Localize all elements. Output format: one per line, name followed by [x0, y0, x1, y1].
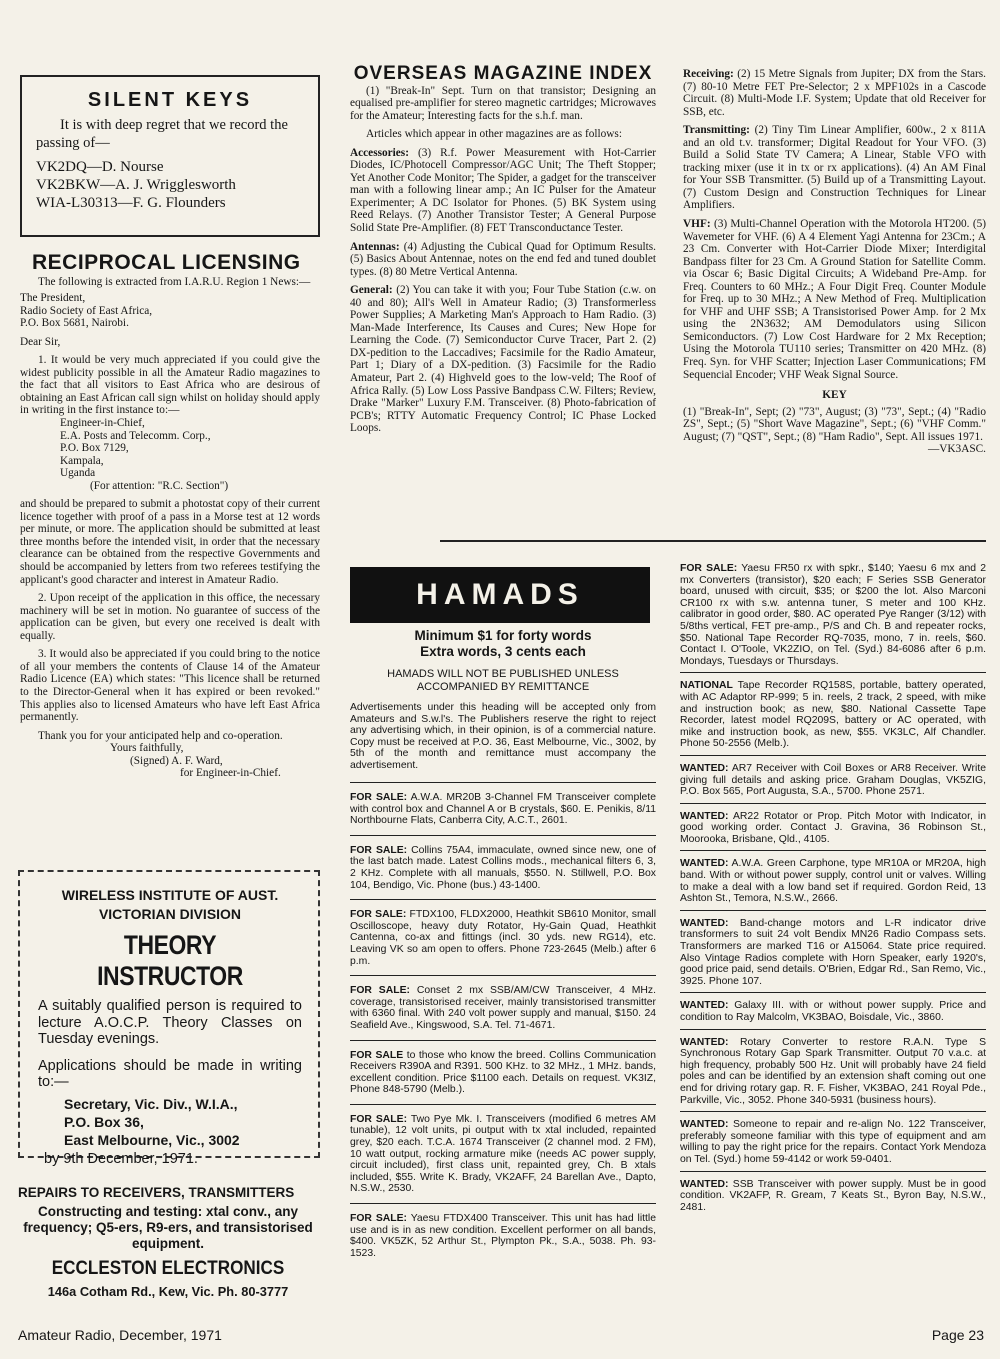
hamads-column-right [680, 563, 986, 1218]
hamads-column-middle [350, 782, 656, 1265]
omi-general: (2) You can take it with you; Four Tube Station (c.w. on 40 and 80); All's Well in Amateur Radio; (3) Transformerless Power Supplies; A Marketing Man's Approach to Ham Radio. (3) Man-Made Interference, Its Causes and Cures; New Hope for Learning the Code. (7) Semiconductor Curve Tracer, Part 2. (2) DX-pedition to the Laccadives; Facsimile for the Radio Amateur, Part 1; Diary of a DX-pedition. (3) Facsimile for the Radio Amateur, Part 2. (4) Highveld goes to the low-veld; The Roof of Africa Rally. (5) Low Loss Passive Bandpass C.W. Filters; Review, Drake "Marker" Luxury F.M. Transceiver. (8) Photo-fabrication of PCB's; RTTY Automatic Frequency Control; IC Phase Locked Loops. [350, 284, 656, 435]
hamad-listing: FOR SALE: A.W.A. MR20B 3-Channel FM Transceiver complete with control box and Channel A or B crystals, $60. E. Penikis, 8/11 Northbourne Flats, Canberra City, A.C.T., 2601. [350, 783, 656, 836]
hamad-listing: WANTED: SSB Transceiver with power supply. Must be in good condition. VK2AFP, R. Gream, 7 Keats St., Byron Bay, N.S.W., 2481. [680, 1178, 986, 1213]
section-divider [440, 540, 986, 542]
hamad-listing: WANTED: A.W.A. Green Carphone, type MR10A or MR20A, high band. With or without power supply, control unit or valves. Willing to make a deal with a low band set if required. Gordon Reid, 13 Ashton St., Temora, N.S.W., 2666. [680, 851, 986, 910]
omi-continued [683, 68, 986, 456]
omi-lead: Articles which appear in other magazines are as follows: [366, 128, 622, 141]
theory-title: THEORY INSTRUCTOR [97, 930, 243, 991]
omi-receiving-heading: Receiving: [683, 68, 734, 80]
hamads-banner: HAMADS [350, 567, 650, 623]
hamad-listing: FOR SALE: FTDX100, FLDX2000, Heathkit SB610 Monitor, small Oscilloscope, heavy duty Rotator, Hy-Gain Quad, Heathkit Cantenna, co-ax and fittings (incl. 30 yds. new RG14), etc. Leaving VK so am open to offers. Phone 723-2645 (Melb.) after 6 p.m. [350, 900, 656, 976]
omi-accessories: (3) R.f. Power Measurement with Hot-Carrier Diodes, IC/Photocell Compressor/AGC Unit; The Theft Stopper; Yet Another Code Monitor; The Spider, a gadget for the transceiver man with a following linear amp.; An IC Pulser for the Amateur Experimenter; A DC Isolator for Phones. (5) BK System using Reed Relays. (7) Another Transistor Tester; A General Purpose Solid State Pre-Amplifier. (8) FET Transconductance Tester. [350, 146, 656, 235]
omi-antennas: (4) Adjusting the Cubical Quad for Optimum Results. (5) Basics About Antennae, notes on the end fed and tuned doublet types. (8) 80 Metre Vertical Antenna. [350, 240, 656, 278]
reciprocal-lead: The following is extracted from I.A.R.U. Region 1 News:— [38, 275, 311, 288]
hamad-listing: WANTED: Galaxy III. with or without power supply. Price and condition to Ray Malcolm, VK3BAO, Boisdale, Vic., 3860. [680, 993, 986, 1029]
omi-vhf-heading: VHF: [683, 218, 711, 231]
theory-apply: Applications should be made in writing to:— [38, 1057, 302, 1090]
footer-page-number: Page 23 [931, 1327, 984, 1343]
theory-body: A suitably qualified person is required to lecture A.O.C.P. Theory Classes on Tuesday evenings. [38, 998, 302, 1047]
reciprocal-to-3: P.O. Box 5681, Nairobi. [20, 317, 129, 330]
reciprocal-para-1: 1. It would be very much appreciated if you could give the widest publicity possible in all the Amateur Radio magazines to the fact that all visitors to East Africa who are desirous of obtaining an East African call sign whilst on holiday should apply in writing in the first instance to:— [20, 354, 320, 417]
reciprocal-address-line: Engineer-in-Chief, [60, 417, 145, 430]
repairs-heading: REPAIRS TO RECEIVERS, TRANSMITTERS [18, 1185, 295, 1200]
theory-address-line: East Melbourne, Vic., 3002 [64, 1131, 240, 1148]
hamads-intro [350, 628, 656, 772]
reciprocal-close-3: for Engineer-in-Chief. [180, 767, 281, 780]
reciprocal-address-line: Kampala, [60, 454, 104, 467]
reciprocal-title: RECIPROCAL LICENSING [32, 251, 301, 274]
reciprocal-para-1b: and should be prepared to submit a photostat copy of their current licence together with proof of a pass in a Morse test at 12 words per minute, or more. The application should be submitted at least three months before the intended visit, in order that the necessary clearance can be obtained from the respective Governments and should be accompanied by letters from two referees testifying the applicant's good character and interest in Amateur Radio. [20, 498, 320, 586]
omi-transmitting-heading: Transmitting: [683, 124, 750, 137]
hamad-listing: FOR SALE to those who know the breed. Collins Communication Receivers R390A and R391. 500 KHz. to 32 MHz., 1 MHz. bands, excellent condition. Price $1100 each. Details on request. VK3IZ, Phone 848-5790 (Melb.). [350, 1041, 656, 1105]
hamads-extra: Extra words, 3 cents each [420, 644, 586, 659]
reciprocal-thanks: Thank you for your anticipated help and co-operation. [38, 729, 283, 742]
silent-keys-title: SILENT KEYS [87, 89, 253, 111]
hamad-listing: FOR SALE: Collins 75A4, immaculate, owned since new, one of the last batch made. Latest Collins mods., mechanical filters 6, 3, 2 KHz. Complete with all manuals, $550. N. Stillwell, P.O. Box 104, Bendigo, Vic. Phone (bus.) 43-1400. [350, 836, 656, 900]
theory-instructor-ad [18, 870, 320, 1167]
hamad-listing: FOR SALE: Conset 2 mx SSB/AM/CW Transceiver, 4 MHz. coverage, transistorised receiver, mainly transistorised transmitter with 6360 final. With 240 volt power supply and manual, $150. 24 Seafield Ave., Kingswood, S.A. Tel. 71-4671. [350, 976, 656, 1040]
reciprocal-to-2: Radio Society of East Africa, [20, 304, 153, 317]
hamad-listing: FOR SALE: Two Pye Mk. I. Transceivers (modified 6 metres AM tunable), 12 volt units, pi output with tx xtal included, repainted grey, $20 each. T.C.A. 1674 Transceiver (2 channel mod. 2 FM), 10 watt output, rocking armature mike (needs AC power supply, circuit included), first class unit, repainted grey, Ch. B xtals included, $55. Write K. Brady, VK2AFF, 24 Barellan Ave., Dapto, N.S.W., 2530. [350, 1105, 656, 1204]
omi-transmitting: (2) Tiny Tim Linear Amplifier, 600w., 2 x 811A and an old t.v. transformer; Digital Readout for Your VFO. (3) Build a Solid State TV Camera; A Linear, Stable VFO with tracking mixer (use it in tx or rx applications). (4) An AM Final for Your SSB Transmitter. (5) Build up of a Transmitting Layout. (7) Custom Design and Construction Techniques for Linear Amplifiers. [683, 124, 987, 212]
reciprocal-address-line: (For attention: "R.C. Section") [90, 479, 229, 492]
theory-deadline: by 9th December, 1971. [44, 1150, 198, 1167]
reciprocal-close-2: (Signed) A. F. Ward, [130, 754, 223, 767]
repairs-address: 146a Cotham Rd., Kew, Vic. Ph. 80-3777 [47, 1284, 289, 1299]
reciprocal-address-line: Uganda [60, 467, 96, 480]
reciprocal-para-2: 2. Upon receipt of the application in this office, the necessary machinery will be set in motion. No guarantee of success of the application can be given, but every one received is dealt with equally. [20, 592, 320, 642]
hamad-listing: WANTED: AR7 Receiver with Coil Boxes or AR8 Receiver. Write giving full details and asking price. Graham Douglas, VK5ZIG, P.O. Box 565, Port Augusta, S.A., 5700. Phone 2571. [680, 756, 986, 804]
omi-general-heading: General: [350, 284, 393, 297]
silent-keys-intro: It is with deep regret that we record the passing of— [36, 117, 288, 151]
omi-antennas-heading: Antennas: [350, 240, 400, 253]
hamad-listing: WANTED: Rotary Converter to restore R.A.N. Type S Synchronous Rotary Gap Spark Transmitter. Output 70 v.a.c. at high frequency, probably 500 Hz. Unit will probably have 24 field poles and can be identified by an extension shaft coming out one end for driving rotary gap. R. F. Fisher, VK3BAO, 241 Royal Pde., Parkville, Vic., 3052. Phone 340-5931 (business hours). [680, 1030, 986, 1113]
omi-accessories-heading: Accessories: [350, 146, 409, 159]
omi-title: OVERSEAS MAGAZINE INDEX [353, 63, 653, 84]
hamads-minimum: Minimum $1 for forty words [414, 628, 592, 643]
repairs-company: ECCLESTON ELECTRONICS [51, 1258, 285, 1279]
theory-division: VICTORIAN DIVISION [98, 906, 242, 922]
theory-institute: WIRELESS INSTITUTE OF AUST. [61, 887, 279, 903]
reciprocal-address-line: P.O. Box 7129, [60, 442, 129, 455]
hamad-listing: WANTED: Band-change motors and L-R indicator drive transformers to suit 24 volt Bendix MN26 Radio Compass sets. Transformers are marked T16 or A15064. State price required. Also Vintage Radios complete with Horn Speaker, early 1920's, good price paid, send details. O'Brien, Edgar Rd., San Remo, Vic., 3925. Phone 107. [680, 911, 986, 994]
reciprocal-to-1: The President, [20, 292, 86, 305]
reciprocal-address-line: E.A. Posts and Telecomm. Corp., [60, 429, 211, 442]
hamad-listing: FOR SALE: Yaesu FR50 rx with spkr., $140; Yaesu 6 mx and 2 mx Converters (transistor), $20 each; F Series SSB Generator board, unused with circuit, $35; or $200 the lot. Also Marconi CR100 rx with s.w. antenna tuner, S meter and 100 KHz. calibrator in good order, $80. AC operated Pye Ranger (3/12) with 5/8ths vertical, FET pre-amp., P/S and Ch. B and repeater rocks, $50. National Tape Recorder RQ-7035, mono, 7 in. reels, $60. Contact I. O'Toole, VK2ZIO, on Tel. (Syd.) 84-6086 after 6 p.m. Mondays, Tuesdays or Thursdays. [680, 563, 986, 673]
repairs-services: Constructing and testing: xtal conv., any frequency; Q5-ers, R9-ers, and transistorised equipment. [23, 1204, 313, 1251]
hamad-listing: WANTED: AR22 Rotator or Prop. Pitch Motor with Indicator, in good working order. Contact J. Gravina, 36 Robinson St., Moorooka, Brisbane, Qld., 4105. [680, 804, 986, 852]
reciprocal-close-1: Yours faithfully, [110, 742, 184, 755]
omi-signature: —VK3ASC. [927, 443, 986, 456]
omi-receiving: (2) 15 Metre Signals from Jupiter; DX from the Stars. (7) 80-10 Metre FET Pre-Selector; 2 x MPF102s in a Cascode Circuit. (8) Multi-Mode I.F. System; Update that old Receiver for SSB, etc. [683, 68, 987, 118]
reciprocal-salutation: Dear Sir, [20, 335, 61, 348]
theory-address-line: Secretary, Vic. Div., W.I.A., [64, 1095, 238, 1112]
omi-vhf: (3) Multi-Channel Operation with the Motorola HT200. (5) Wavemeter for VHF. (6) A 4 Element Yagi Antenna for 23Cm.; A 23 Cm. Converter with Hot-Carrier Diode Mixer; Interdigital Bandpass filter for 23 Cm. A Ground Station for Satellite Comm. via Oscar 6; Basic Digital Circuits; A Wideband Pre-Amp. for Freq. Counters to 60 MHz.; A Four Digit Freq. Counter Module for Freq. up to 30 MHz.; A New Method of Freq. Multiplication for VHF and UHF SSB; A Transistorised Power Amp. for 2 Mx using the 2N3632; AM Demodulators using Silicon Semiconductors. (7) Low Cost Hardware for 2 Mx Reception; Using the Motorola TU110 series; Transmitter on 420 MHz. (8) Freq. Syn. for VHF Scatter; Injection Laser Communications; FM Sequencial Encoder; VHF Weak Signal Source. [683, 218, 986, 381]
silent-key-name: VK2BKW—A. J. Wrigglesworth [36, 177, 236, 193]
reciprocal-para-3: 3. It would also be appreciated if you could bring to the notice of all your members the contents of Clause 14 of the Amateur Radio Licence (EA) which states: "This licence shall be returned to the Director-General when it has expired or been revoked." This applies also to licensed Amateurs who have left East Africa permanently. [20, 648, 320, 724]
overseas-magazine-index [350, 63, 656, 435]
hamad-listing: WANTED: Someone to repair and re-align No. 122 Transceiver, preferably someone familiar with this type of equipment and am willing to pay the right price for the repairs. Contact York Mendoza on Tel. (Syd.) home 59-4142 or work 59-0401. [680, 1112, 986, 1171]
hamad-listing: FOR SALE: Yaesu FTDX400 Transceiver. This unit has had little use and is in as new condition. Excellent performer on all bands, $400. VK5ZK, 52 Arthur St., Plympton Pk., S.A., 5038. Ph. 93-1523. [350, 1213, 656, 1259]
repairs-ad [18, 1185, 318, 1299]
silent-keys-box [20, 75, 320, 237]
reciprocal-licensing-article [20, 251, 320, 780]
theory-address-line: P.O. Box 36, [64, 1113, 144, 1130]
omi-key-heading: KEY [822, 389, 847, 402]
hamad-listing: NATIONAL Tape Recorder RQ158S, portable, battery operated, with AC Adaptor RP-999; 5 in. reels, 2 track, 2 speed, with mike and instruction book; as new, $80. National Cassette Tape Recorder, latest model RQ209S, battery or AC operated, with mike and instruction book, as new, $55. VK3LC, Alf Chandler. Phone 50-2556 (Melb.). [680, 673, 986, 756]
footer-publication: Amateur Radio, December, 1971 [18, 1327, 222, 1343]
omi-intro: (1) "Break-In" Sept. Turn on that transistor; Designing an equalised pre-amplifier for stereo magnetic cartridges; Microwaves for the Amateur; Interesting facts for the s.h.f. man. [350, 84, 656, 122]
silent-key-name: WIA-L30313—F. G. Flounders [36, 195, 226, 211]
hamads-rules: Advertisements under this heading will be accepted only from Amateurs and S.w.l's. The Publishers reserve the right to reject any advertising which, in their opinion, is of a commercial nature. Copy must be received at P.O. 36, East Melbourne, Vic., 3002, by 5th of the month and remittance must accompany the advertisement. [350, 702, 656, 771]
hamads-warning: HAMADS WILL NOT BE PUBLISHED UNLESS ACCOMPANIED BY REMITTANCE [387, 668, 619, 693]
silent-key-name: VK2DQ—D. Nourse [36, 159, 164, 175]
omi-key: (1) "Break-In", Sept; (2) "73", August; (3) "73", Sept.; (4) "Radio ZS", Sept.; (5) "Short Wave Magazine", Sept.; (6) "VHF Comm." August; (7) "QST", Sept.; (8) "Ham Radio", Sept. All issues 1971. [683, 405, 986, 443]
